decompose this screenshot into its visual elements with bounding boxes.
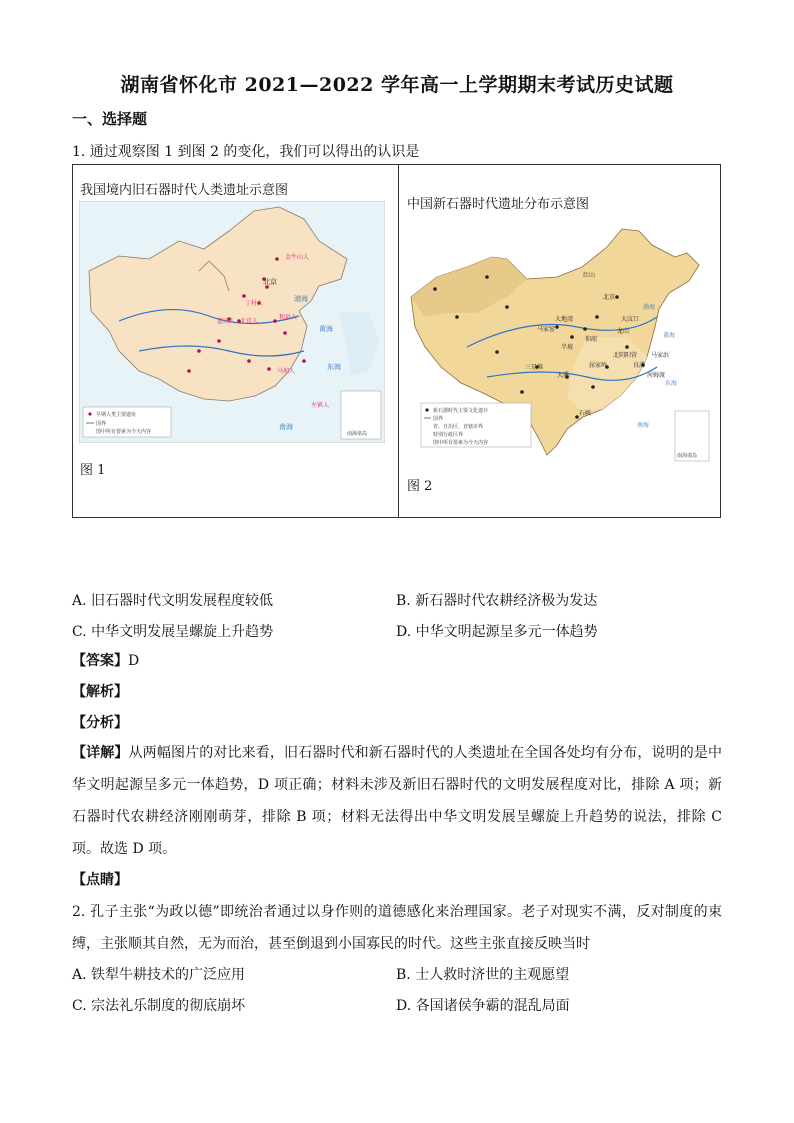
label-lantian: 蓝田人: [217, 318, 236, 325]
figure-2-label: 图 2: [407, 479, 433, 494]
sea-label: 南海: [279, 423, 293, 431]
legend-item: 国界: [433, 416, 444, 422]
sea-label: 黄海: [663, 332, 676, 339]
legend-item: 省、自治区、直辖市界: [433, 424, 484, 430]
figure-table: [72, 164, 721, 518]
label-longshan: 龙山: [617, 328, 630, 335]
analysis-label: 【解析】: [72, 684, 128, 700]
label-qujialing: 屈家岭: [589, 362, 608, 369]
label-beijingren: 北京人: [240, 318, 259, 325]
label-hexian: 和县人: [279, 314, 298, 321]
label-liangzhu: 良渚: [633, 362, 646, 369]
site-dot: [302, 359, 306, 363]
site-dot: [275, 257, 279, 261]
site-dot: [242, 294, 246, 298]
site-dot: [247, 359, 251, 363]
sea-label: 东海: [327, 363, 341, 371]
inset-label: 南海诸岛: [677, 453, 698, 459]
page-title: 湖南省怀化市 2021—2022 学年高一上学期期末考试历史试题: [120, 74, 674, 96]
legend-item: 早期人类主要遗址: [96, 412, 137, 418]
label-beijing: 北京: [263, 278, 277, 286]
q1-option-b: B. 新石器时代农耕经济极为发达: [396, 593, 598, 609]
question-2-stem: 2. 孔子主张“为政以德”即统治者通过以身作则的道德感化来治理国家。老子对现实不满，反对制度的束缚，主张顺其自然，无为而治，甚至倒退到小国寡民的时代。这些主张直接反映当时: [72, 904, 722, 952]
site-dot: [187, 369, 191, 373]
label-shixia: 石峡: [579, 410, 592, 417]
label-banpo: 半坡: [561, 344, 574, 351]
section-heading: 一、选择题: [72, 110, 148, 128]
label-sanxingdui: 三星堆: [525, 364, 544, 371]
figure-1-map: [79, 201, 385, 443]
detail-label: 【详解】: [72, 745, 129, 761]
answer-label: 【答案】: [72, 653, 128, 669]
question-1-stem: 1. 通过观察图 1 到图 2 的变化，我们可以得出的认识是: [72, 144, 420, 160]
q1-option-c: C. 中华文明发展呈螺旋上升趋势: [72, 624, 274, 640]
site-dot: [217, 339, 221, 343]
dianjing-label: 【点睛】: [72, 872, 128, 888]
inset-label: 南海诸岛: [347, 431, 368, 437]
sea-label: 渤海: [643, 304, 656, 311]
label-hongshan: 红山: [583, 272, 596, 279]
fenxi-label: 【分析】: [72, 715, 128, 731]
q2-option-b: B. 士人救时济世的主观愿望: [396, 967, 570, 983]
label-yangshao: 仰韶: [585, 336, 598, 343]
answer-value: D: [128, 653, 140, 669]
figure-1-caption: 我国境内旧石器时代人类遗址示意图: [80, 183, 289, 198]
label-dadiwan: 大地湾: [555, 316, 574, 323]
figure-2-map: [407, 217, 713, 465]
site-dot: [197, 349, 201, 353]
q2-option-c: C. 宗法礼乐制度的彻底崩坏: [72, 998, 246, 1014]
label-daxi: 大溪: [557, 372, 570, 379]
label-dingcun: 丁村人: [245, 300, 264, 307]
legend-item: 特别行政区界: [433, 432, 464, 438]
sea-label: 东海: [665, 380, 678, 387]
sea-label: 渤海: [294, 295, 308, 303]
answer-line: [72, 651, 139, 671]
label-majiayao: 马家窑: [537, 326, 556, 333]
figure-divider: [398, 165, 399, 517]
label-hemudu: 河姆渡: [647, 372, 666, 379]
q2-option-a: A. 铁犁牛耕技术的广泛应用: [72, 967, 246, 983]
site-dot: [273, 319, 277, 323]
label-maba: 马坝人: [277, 368, 296, 375]
sea-label: 南海: [637, 422, 650, 429]
q2-option-d: D. 各国诸侯争霸的混乱局面: [396, 998, 570, 1014]
q1-option-d: D. 中华文明起源呈多元一体趋势: [396, 624, 598, 640]
detail-paragraph: [72, 737, 722, 865]
label-dawenkou: 大汶口: [621, 316, 640, 323]
label-beijing: 北京: [603, 294, 616, 301]
detail-text: 从两幅图片的对比来看，旧石器时代和新石器时代的人类遗址在全国各处均有分布，说明的是中华文明起源呈多元一体趋势，D 项正确；材料未涉及新旧石器时代的文明发展程度对比，排除 A 项；新石器时代农耕经济刚刚萌芽，排除 B 项；材料无法得出中华文明发展呈螺旋上升趋势的说法，排除 C 项。故选 D 项。: [72, 745, 723, 857]
sea-label: 黄海: [319, 325, 333, 333]
site-dot: [283, 331, 287, 335]
legend-item: 国界: [96, 421, 107, 427]
figure-2-caption: 中国新石器时代遗址分布示意图: [407, 197, 590, 212]
legend-item: 新石器时代主要文化遗存: [433, 408, 489, 414]
label-beiyinyangying: 北阴阳营: [613, 352, 638, 359]
site-dot: [267, 367, 271, 371]
label-jinniushan: 金牛山人: [285, 254, 310, 261]
figure-1-label: 图 1: [80, 463, 106, 478]
label-zuozhen: 左镇人: [311, 402, 330, 409]
legend-item: 图中所有要素为今天内容: [96, 429, 152, 435]
q1-option-a: A. 旧石器时代文明发展程度较低: [72, 593, 274, 609]
label-majiabang: 马家浜: [651, 352, 670, 359]
legend-item: 图中所有要素为今天内容: [433, 440, 489, 446]
